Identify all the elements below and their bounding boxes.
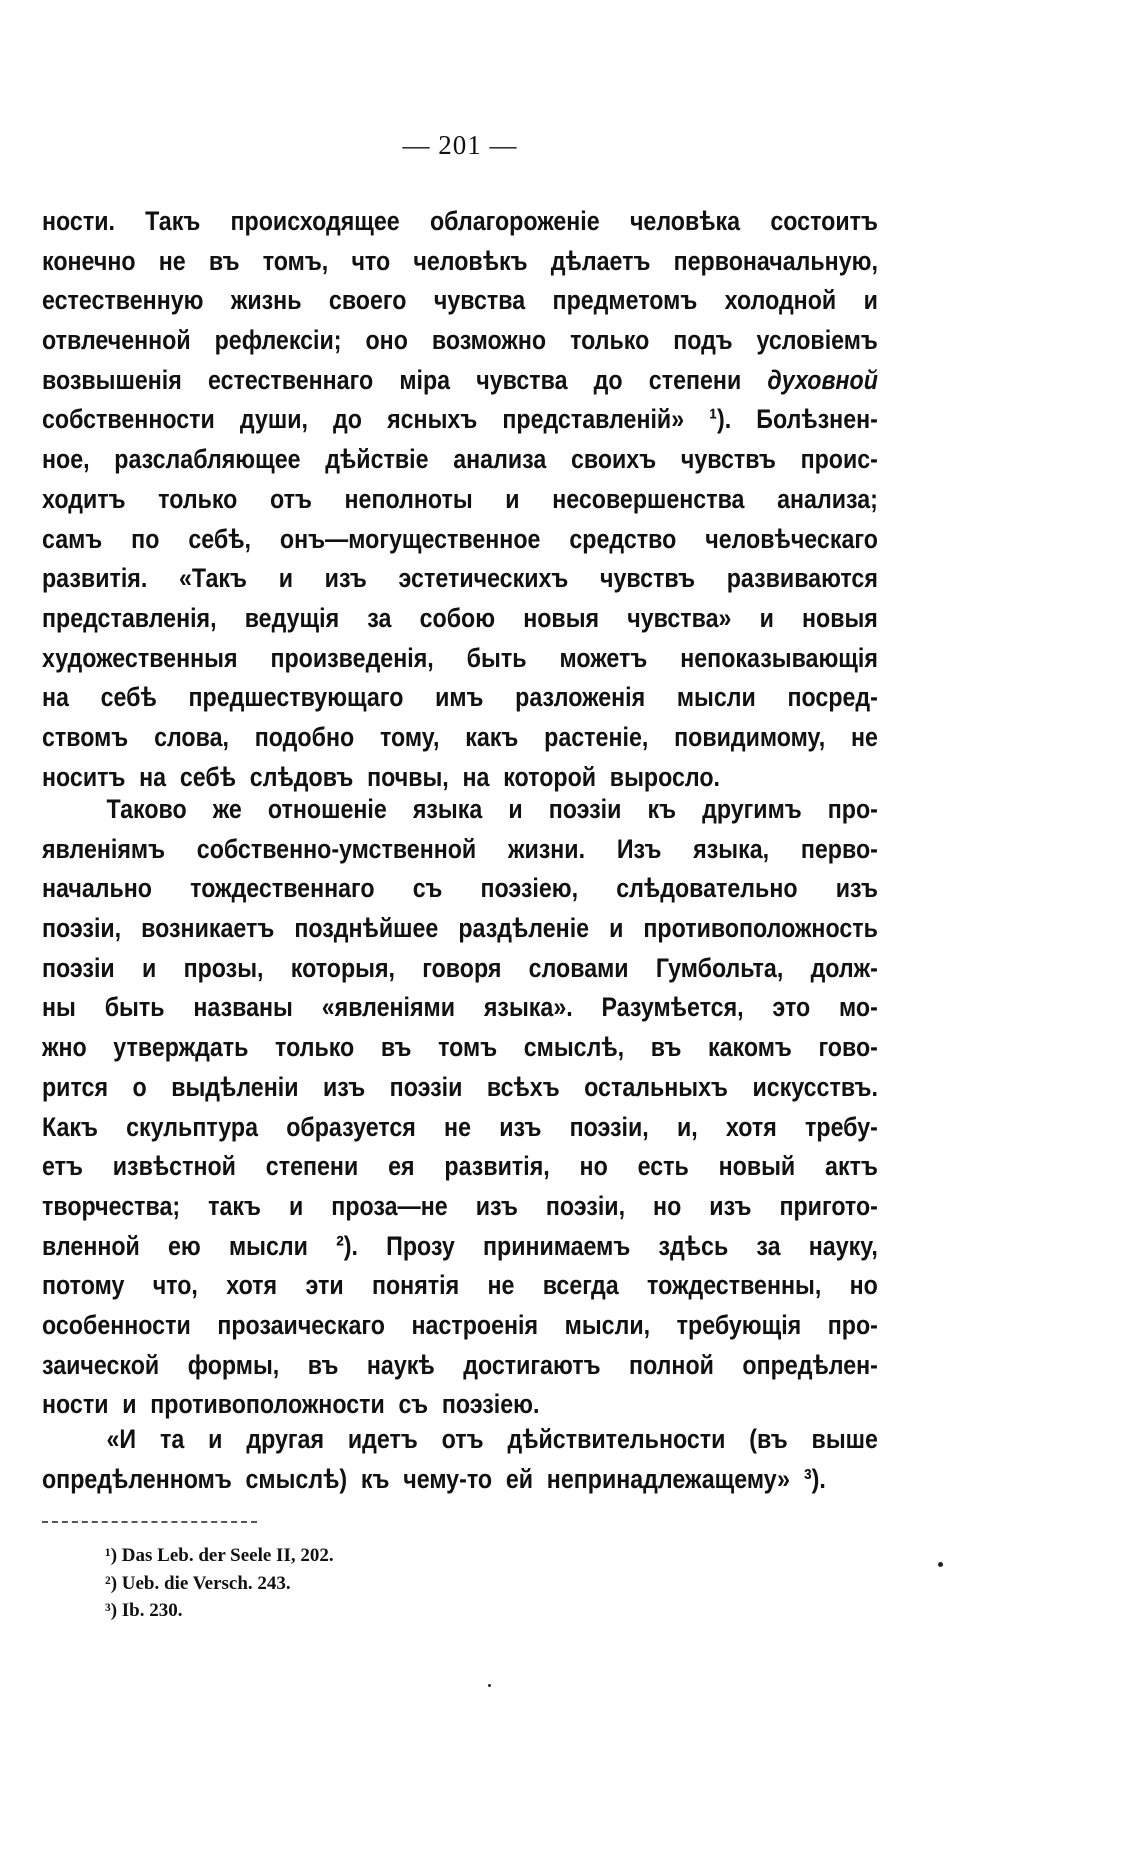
text-line: поэзіи и прозы, которыя, говоря словами Гумбольта, долж- xyxy=(42,952,878,983)
text-line: представленія, ведущія за собою новыя чувства» и новыя xyxy=(42,602,878,633)
text-line: ходитъ только отъ неполноты и несовершенства анализа; xyxy=(42,483,878,514)
footnote-1 xyxy=(105,1542,334,1570)
text-line: явленіямъ собственно-умственной жизни. Изъ языка, перво- xyxy=(42,833,878,864)
text-line: жно утверждать только въ томъ смыслѣ, въ какомъ гово- xyxy=(42,1032,878,1063)
footnote-marker: ³) xyxy=(105,1600,118,1621)
text-line: Какъ скульптура образуется не изъ поэзіи, и, хотя требу- xyxy=(42,1111,878,1142)
text-line: рится о выдѣленіи изъ поэзіи всѣхъ остальныхъ искусствъ. xyxy=(42,1071,878,1102)
footnotes xyxy=(105,1542,334,1625)
footnote-text: Ueb. die Versch. 243. xyxy=(121,1572,291,1594)
footnote-marker: ²) xyxy=(105,1572,118,1594)
text-line: начально тождественнаго съ поэзіею, слѣдовательно изъ xyxy=(42,873,878,904)
text-line: опредѣленномъ смыслѣ) къ чему-то ей непринадлежащему» ³). xyxy=(42,1463,826,1494)
paragraph-2 xyxy=(42,790,878,1425)
text-line: возвышенія естественнаго міра чувства до степени духовной xyxy=(42,364,878,395)
text-line: собственности души, до ясныхъ представленій» ¹). Болѣзнен- xyxy=(42,404,878,435)
text-line: «И та и другая идетъ отъ дѣйствительности (въ выше xyxy=(106,1424,878,1454)
paragraph-3 xyxy=(42,1420,878,1499)
text-line: Таково же отношеніе языка и поэзіи къ другимъ про- xyxy=(106,794,878,824)
text-line: ное, разслабляющее дѣйствіе анализа своихъ чувствъ проис- xyxy=(42,444,878,475)
footnote-3 xyxy=(105,1597,334,1625)
footnote-rule xyxy=(42,1521,257,1523)
text-line: творчества; такъ и проза—не изъ поэзіи, но изъ пригото- xyxy=(42,1190,878,1221)
footnote-2 xyxy=(105,1570,334,1598)
text-line: на себѣ предшествующаго имъ разложенія мысли посред- xyxy=(42,682,878,713)
text-line: художественныя произведенія, быть можетъ непоказывающія xyxy=(42,642,878,673)
text-line: етъ извѣстной степени ея развитія, но есть новый актъ xyxy=(42,1151,878,1182)
text-line: развитія. «Такъ и изъ эстетическихъ чувствъ развиваются xyxy=(42,563,878,594)
text-line: ствомъ слова, подобно тому, какъ растеніе, повидимому, не xyxy=(42,721,878,752)
text-line: самъ по себѣ, онъ—могущественное средство человѣческаго xyxy=(42,523,878,554)
text-line: потому что, хотя эти понятія не всегда тождественны, но xyxy=(42,1270,878,1301)
text-line: ности и противоположности съ поэзіею. xyxy=(42,1389,540,1420)
text-line: конечно не въ томъ, что человѣкъ дѣлаетъ первоначальную, xyxy=(42,245,878,276)
paragraph-1 xyxy=(42,202,878,797)
ink-speck xyxy=(488,1684,491,1687)
text-line: носитъ на себѣ слѣдовъ почвы, на которой выросло. xyxy=(42,761,720,792)
ink-speck xyxy=(938,1562,943,1567)
page-number: — 201 — xyxy=(402,130,518,160)
text-line: ны быть названы «явленіями языка». Разумѣется, это мо- xyxy=(42,992,878,1023)
text-line: отвлеченной рефлексіи; оно возможно только подъ условіемъ xyxy=(42,325,878,356)
footnote-text: Ib. 230. xyxy=(121,1600,183,1621)
text-line: ности. Такъ происходящее облагороженіе человѣка состоитъ xyxy=(42,206,878,236)
text-line: поэзіи, возникаетъ позднѣйшее раздѣленіе и противоположность xyxy=(42,913,878,944)
footnote-text: Das Leb. der Seele II, 202. xyxy=(121,1545,334,1566)
text-line: заической формы, въ наукѣ достигаютъ полной опредѣлен- xyxy=(42,1349,878,1380)
text-line: особенности прозаическаго настроенія мысли, требующія про- xyxy=(42,1309,878,1340)
footnote-marker: ¹) xyxy=(105,1545,118,1566)
text-line: вленной ею мысли ²). Прозу принимаемъ здѣсь за науку, xyxy=(42,1230,878,1261)
text-line: естественную жизнь своего чувства предметомъ холодной и xyxy=(42,285,878,316)
